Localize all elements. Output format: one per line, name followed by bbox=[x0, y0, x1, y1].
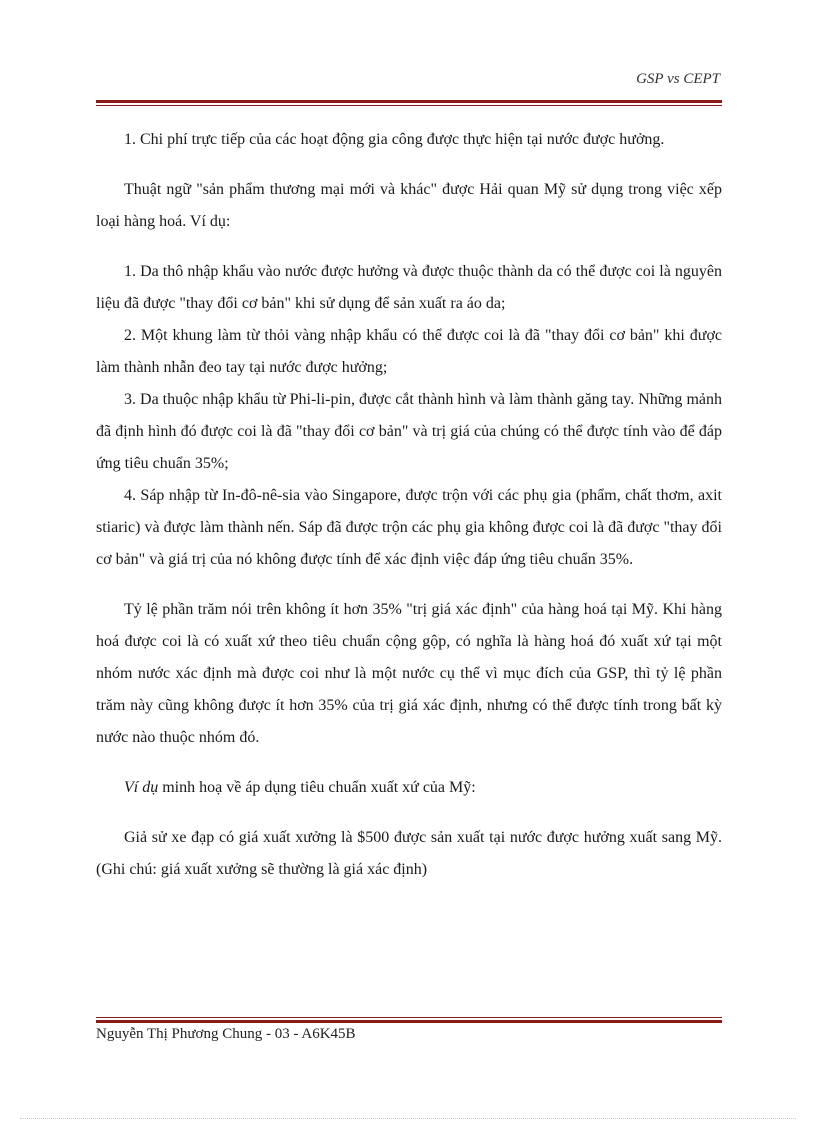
paragraph-example-heading bbox=[96, 772, 722, 804]
header-rule bbox=[96, 100, 722, 106]
example-label: Ví dụ bbox=[124, 779, 159, 796]
paragraph-bicycle-example: Giả sử xe đạp có giá xuất xưởng là $500 được sản xuất tại nước được hưởng xuất sang Mỹ. (Ghi chú: giá xuất xưởng sẽ thường là giá xác định) bbox=[96, 829, 722, 878]
paragraph-percentage: Tỷ lệ phần trăm nói trên không ít hơn 35% "trị giá xác định" của hàng hoá tại Mỹ. Khi hàng hoá được coi là có xuất xứ theo tiêu chuẩn cộng gộp, có nghĩa là hàng hoá đó xuất xứ tại một nhóm nước xác định mà được coi như là một nước cụ thể vì mục đích của GSP, thì tỷ lệ phần trăm này cũng không được ít hơn 35% của trị giá xác định, nhưng có thể được tính trong bất kỳ nước nào thuộc nhóm đó. bbox=[96, 601, 722, 746]
page-content bbox=[96, 124, 722, 886]
page-edge-line bbox=[20, 1118, 796, 1119]
list-item-gold-frame: 2. Một khung làm từ thỏi vàng nhập khẩu có thể được coi là đã "thay đổi cơ bản" khi được làm thành nhẫn đeo tay tại nước được hưởng; bbox=[96, 327, 722, 376]
list-item-tanned-leather: 3. Da thuộc nhập khẩu từ Phi-li-pin, được cắt thành hình và làm thành găng tay. Những mảnh đã định hình đó được coi là đã "thay đổi cơ bản" và trị giá của chúng có thể được tính vào để đáp ứng tiêu chuẩn 35%; bbox=[96, 391, 722, 472]
paragraph-terminology: Thuật ngữ "sản phẩm thương mại mới và khác" được Hải quan Mỹ sử dụng trong việc xếp loại hàng hoá. Ví dụ: bbox=[96, 181, 722, 230]
footer-author: Nguyễn Thị Phương Chung - 03 - A6K45B bbox=[96, 1026, 356, 1042]
header-title: GSP vs CEPT bbox=[636, 71, 720, 87]
list-item-raw-leather: 1. Da thô nhập khẩu vào nước được hưởng và được thuộc thành da có thể được coi là nguyên liệu đã được "thay đổi cơ bản" khi sử dụng để sản xuất ra áo da; bbox=[96, 263, 722, 312]
paragraph-direct-costs: 1. Chi phí trực tiếp của các hoạt động gia công được thực hiện tại nước được hưởng. bbox=[124, 131, 665, 148]
example-heading-text: minh hoạ về áp dụng tiêu chuẩn xuất xứ của Mỹ: bbox=[158, 779, 476, 796]
footer-rule bbox=[96, 1017, 722, 1023]
list-item-wax: 4. Sáp nhập từ In-đô-nê-sia vào Singapore, được trộn với các phụ gia (phẩm, chất thơm, axit stiaric) và được làm thành nến. Sáp đã được trộn các phụ gia không được coi là đã được "thay đổi cơ bản" và giá trị của nó không được tính để xác định việc đáp ứng tiêu chuẩn 35%. bbox=[96, 487, 722, 568]
